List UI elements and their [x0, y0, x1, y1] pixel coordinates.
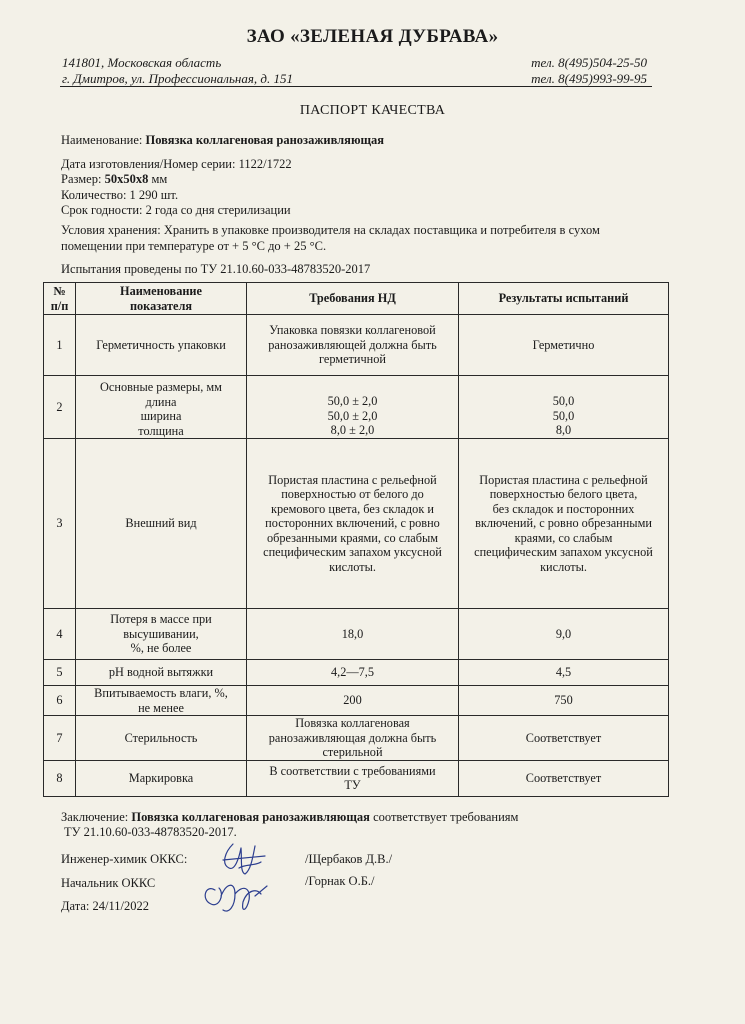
conclusion-line-1: Заключение: Повязка коллагеновая ранозаживляющая соответствует требованиям — [61, 810, 519, 824]
cell-result: 750 — [459, 686, 669, 716]
cell-result: Пористая пластина с рельефной поверхностью белого цвета, без складок и посторонних включений, с ровно обрезанными краями, со слабым специфическим запахом уксусной кислоты. — [459, 439, 669, 609]
cell-requirement: 4,2—7,5 — [247, 660, 459, 686]
cell-indicator: Впитываемость влаги, %, не менее — [76, 686, 247, 716]
product-name-label: Наименование: — [61, 133, 143, 147]
product-name-line — [61, 132, 384, 148]
storage-line-1: Условия хранения: Хранить в упаковке производителя на складах поставщика и потребителя в сухом — [61, 223, 600, 237]
tests-standard-line: Испытания проведены по ТУ 21.10.60-033-48783520-2017 — [61, 262, 371, 276]
cell-number: 5 — [44, 660, 76, 686]
company-name: ЗАО «ЗЕЛЕНАЯ ДУБРАВА» — [246, 26, 499, 47]
cell-result: Соответствует — [459, 760, 669, 796]
size-unit: мм — [151, 172, 168, 186]
document-date: Дата: 24/11/2022 — [61, 899, 149, 913]
header-divider — [60, 86, 652, 87]
cell-indicator: Потеря в массе при высушивании, %, не более — [76, 609, 247, 660]
address-line-1: 141801, Московская область — [62, 55, 222, 70]
table-row — [44, 760, 669, 796]
storage-conditions — [61, 222, 600, 254]
cell-number: 4 — [44, 609, 76, 660]
shelf-life-line: Срок годности: 2 года со дня стерилизации — [61, 203, 291, 217]
cell-number: 2 — [44, 376, 76, 439]
head-signature — [205, 885, 267, 911]
engineer-name: /Щербаков Д.В./ — [305, 852, 393, 866]
cell-number: 6 — [44, 686, 76, 716]
col-header-indicator: Наименование показателя — [76, 283, 247, 315]
cell-requirement: В соответствии с требованиями ТУ — [247, 760, 459, 796]
cell-requirement: Упаковка повязки коллагеновой ранозаживляющей должна быть герметичной — [247, 315, 459, 376]
cell-indicator: Герметичность упаковки — [76, 315, 247, 376]
cell-requirement: Пористая пластина с рельефной поверхностью от белого до кремового цвета, без складок и посторонних включений, с ровно обрезанными краями, со слабым специфическим запахом уксусной кислоты. — [247, 439, 459, 609]
cell-result: 50,0 50,0 8,0 — [459, 376, 669, 439]
cell-number: 1 — [44, 315, 76, 376]
cell-number: 7 — [44, 716, 76, 761]
company-phones — [531, 55, 647, 87]
table-row — [44, 376, 669, 439]
engineer-signature — [223, 844, 265, 874]
col-header-requirements: Требования НД — [247, 283, 459, 315]
table-row — [44, 716, 669, 761]
signatures-handwritten — [195, 838, 285, 923]
company-address — [62, 55, 293, 87]
head-label: Начальник ОККС — [61, 876, 156, 890]
conclusion-line-2: ТУ 21.10.60-033-48783520-2017. — [64, 825, 237, 839]
cell-indicator: pH водной вытяжки — [76, 660, 247, 686]
cell-result: Соответствует — [459, 716, 669, 761]
col-header-number: № п/п — [44, 283, 76, 315]
cell-requirement: Повязка коллагеновая ранозаживляющая должна быть стерильной — [247, 716, 459, 761]
table-body — [44, 315, 669, 797]
cell-indicator: Основные размеры, мм длина ширина толщина — [76, 376, 247, 439]
cell-requirement: 18,0 — [247, 609, 459, 660]
cell-indicator: Внешний вид — [76, 439, 247, 609]
table-header-row — [44, 283, 669, 315]
cell-requirement: 200 — [247, 686, 459, 716]
head-name: /Горнак О.Б./ — [305, 874, 375, 888]
table-row — [44, 439, 669, 609]
quantity-line: Количество: 1 290 шт. — [61, 188, 179, 202]
cell-result: 9,0 — [459, 609, 669, 660]
table-row — [44, 315, 669, 376]
table-row — [44, 660, 669, 686]
date-series-line: Дата изготовления/Номер серии: 1122/1722 — [61, 157, 292, 171]
cell-number: 3 — [44, 439, 76, 609]
table-row — [44, 686, 669, 716]
cell-requirement: 50,0 ± 2,0 50,0 ± 2,0 8,0 ± 2,0 — [247, 376, 459, 439]
cell-number: 8 — [44, 760, 76, 796]
product-name-value: Повязка коллагеновая ранозаживляющая — [145, 133, 385, 147]
cell-indicator: Маркировка — [76, 760, 247, 796]
size-value: 50х50х8 — [104, 172, 149, 186]
cell-indicator: Стерильность — [76, 716, 247, 761]
table-row — [44, 609, 669, 660]
document-title: ПАСПОРТ КАЧЕСТВА — [299, 103, 446, 118]
phone-2: тел. 8(495)993-99-95 — [531, 71, 647, 86]
size-label: Размер: — [61, 172, 102, 186]
storage-line-2: помещении при температуре от + 5 °С до + 25 °С. — [61, 239, 327, 253]
quality-table — [43, 282, 669, 797]
phone-1: тел. 8(495)504-25-50 — [531, 55, 647, 70]
engineer-label: Инженер-химик ОККС: — [61, 852, 188, 866]
conclusion-product: Повязка коллагеновая ранозаживляющая — [131, 810, 370, 824]
col-header-results: Результаты испытаний — [459, 283, 669, 315]
conclusion — [61, 810, 518, 840]
cell-result: 4,5 — [459, 660, 669, 686]
address-line-2: г. Дмитров, ул. Профессиональная, д. 151 — [62, 71, 293, 86]
cell-result: Герметично — [459, 315, 669, 376]
size-line — [61, 171, 167, 187]
